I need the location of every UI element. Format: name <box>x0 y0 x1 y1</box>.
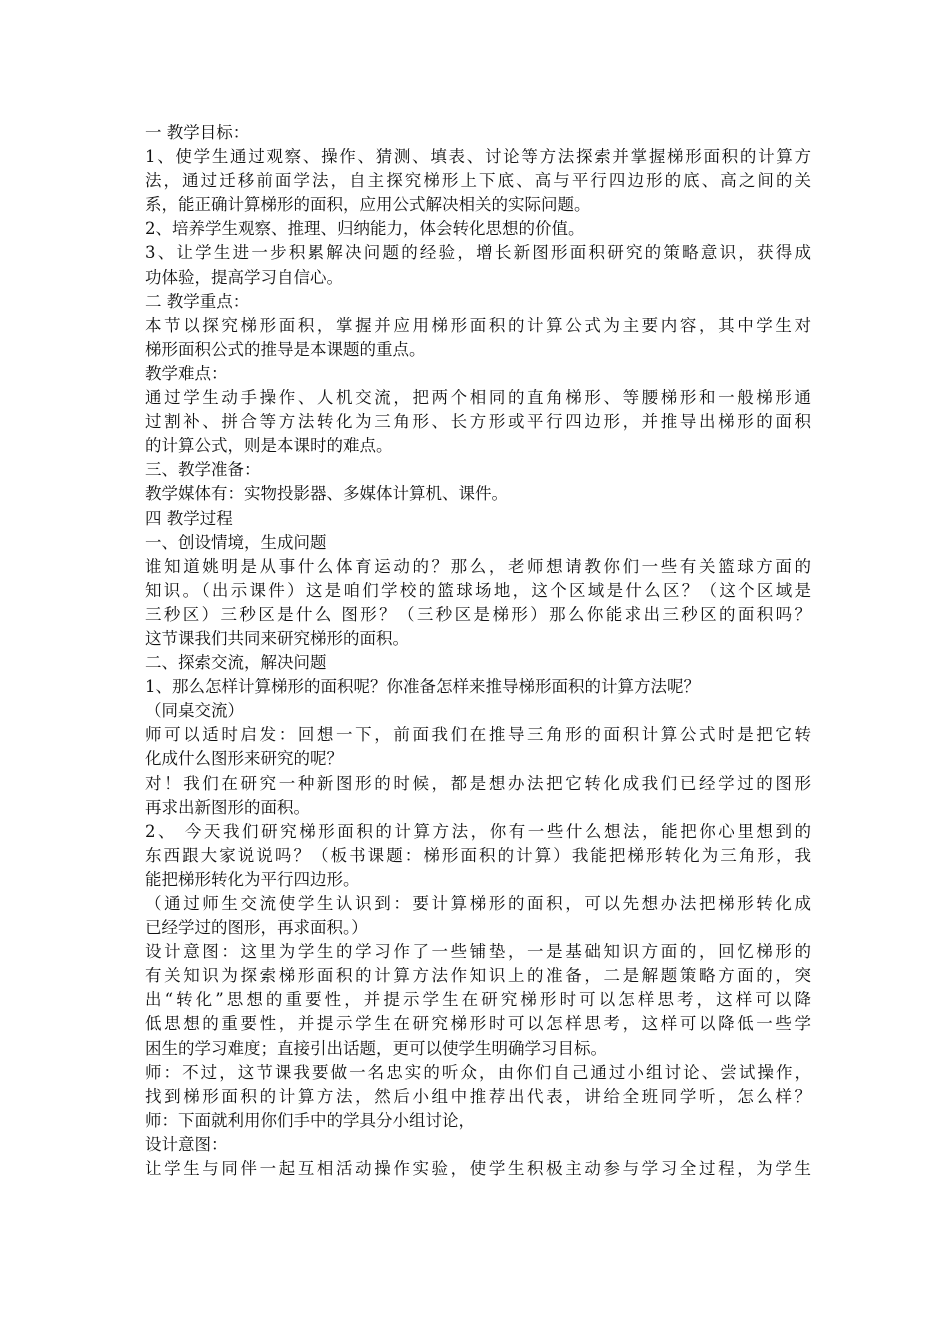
text-line: （同桌交流） <box>145 701 244 721</box>
section-heading-process: 四 教学过程 <box>145 508 233 528</box>
text-line: 对！我们在研究一种新图形的时候，都是想办法把它转化成我们已经学过的图形 <box>145 773 811 793</box>
text-line: 已经学过的图形，再求面积。） <box>145 918 368 938</box>
text-line: 谁知道姚明是从事什么体育运动的？那么，老师想请教你们一些有关篮球方面的 <box>145 556 811 576</box>
section-heading-objectives: 一 教学目标： <box>145 123 250 142</box>
text-line: 教学媒体有：实物投影器、多媒体计算机、课件。 <box>145 484 508 504</box>
text-line: 师：不过，这节课我要做一名忠实的听众，由你们自己通过小组讨论、尝试操作， <box>145 1062 811 1082</box>
section-heading-preparation: 三、教学准备： <box>145 460 261 480</box>
text-line: 师可以适时启发：回想一下，前面我们在推导三角形的面积计算公式时是把它转 <box>145 725 811 745</box>
text-line: 有关知识为探索梯形面积的计算方法作知识上的准备，二是解题策略方面的，突 <box>145 966 811 986</box>
section-heading-difficulties: 教学难点： <box>145 363 228 383</box>
text-line: 化成什么图形来研究的呢？ <box>145 749 343 769</box>
text-line: 功体验，提高学习自信心。 <box>145 267 343 287</box>
text-line: 设计意图：这里为学生的学习作了一些铺垫，一是基础知识方面的，回忆梯形的 <box>145 942 811 962</box>
text-line: 法，通过迁移前面学法，自主探究梯形上下底、高与平行四边形的底、高之间的关 <box>145 171 811 191</box>
text-line: 这节课我们共同来研究梯形的面积。 <box>145 628 409 648</box>
text-line: 困生的学习难度；直接引出话题，更可以使学生明确学习目标。 <box>145 1038 607 1058</box>
document-body <box>145 121 811 1181</box>
text-line: 本节以探究梯形面积，掌握并应用梯形面积的计算公式为主要内容，其中学生对 <box>145 315 811 335</box>
text-line: 让学生与同伴一起互相活动操作实验，使学生积极主动参与学习全过程，为学生 <box>145 1159 811 1179</box>
text-line: 1、使学生通过观察、操作、猜测、填表、讨论等方法探索并掌握梯形面积的计算方 <box>145 147 811 167</box>
text-line: 出“转化”思想的重要性，并提示学生在研究梯形时可以怎样思考，这样可以降 <box>145 990 811 1010</box>
text-line: 能把梯形转化为平行四边形。 <box>145 869 360 889</box>
text-line: 过割补、拼合等方法转化为三角形、长方形或平行四边形，并推导出梯形的面积 <box>145 412 811 432</box>
text-line: 的计算公式，则是本课时的难点。 <box>145 436 393 456</box>
text-line: 设计意图： <box>145 1134 228 1154</box>
text-line: 找到梯形面积的计算方法，然后小组中推荐出代表，讲给全班同学听，怎么样？ <box>145 1086 811 1106</box>
text-line: 东西跟大家说说吗？（板书课题：梯形面积的计算）我能把梯形转化为三角形，我 <box>145 845 811 865</box>
text-line: 通过学生动手操作、人机交流，把两个相同的直角梯形、等腰梯形和一般梯形通 <box>145 388 811 408</box>
text-line: 3、让学生进一步积累解决问题的经验，增长新图形面积研究的策略意识，获得成 <box>145 243 811 263</box>
text-line: 1、那么怎样计算梯形的面积呢？你准备怎样来推导梯形面积的计算方法呢？ <box>145 677 700 697</box>
subsection-heading: 二、探索交流，解决问题 <box>145 653 327 673</box>
text-line: 师：下面就利用你们手中的学具分小组讨论， <box>145 1110 475 1130</box>
text-line: 低思想的重要性，并提示学生在研究梯形时可以怎样思考，这样可以降低一些学 <box>145 1014 811 1034</box>
section-heading-key-points: 二 教学重点： <box>145 291 250 311</box>
text-line: （通过师生交流使学生认识到：要计算梯形的面积，可以先想办法把梯形转化成 <box>145 894 811 913</box>
text-line: 2、培养学生观察、推理、归纳能力，体会转化思想的价值。 <box>145 219 585 239</box>
text-line: 三秒区）三秒区是什么 图形？（三秒区是梯形）那么你能求出三秒区的面积吗？ <box>145 604 811 624</box>
text-line: 系，能正确计算梯形的面积，应用公式解决相关的实际问题。 <box>145 195 591 215</box>
text-line: 梯形面积公式的推导是本课题的重点。 <box>145 339 426 359</box>
text-line: 再求出新图形的面积。 <box>145 797 310 817</box>
subsection-heading: 一、创设情境，生成问题 <box>145 532 327 552</box>
text-line: 知识。（出示课件）这是咱们学校的篮球场地，这个区域是什么区？（这个区域是 <box>145 580 811 600</box>
text-line: 2、 今天我们研究梯形面积的计算方法，你有一些什么想法，能把你心里想到的 <box>145 821 811 841</box>
